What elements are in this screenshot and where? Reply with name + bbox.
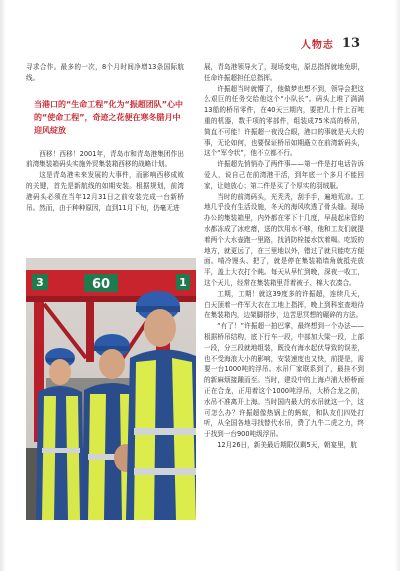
article-headline: 当港口的“生命工程”化为“振超团队”心中的“使命工程”，奇迹之花便在寒冬腊月中迎风绽放 <box>34 99 184 135</box>
paragraph: “有了！”许振超一拍巴掌，最终想到一个办法——根据桥吊结构，底下行车一段，中部加大梁一段，上部一段，分三段就地组装，既没有海水起伏导致的误差，也不受海浪大小的影响，安装速度也又快，前提是，需要一台1000吨的浮吊。水吊厂家联系到了，最挂不到的新麻烦接踵而至。当时，建设中的上海卢浦大桥桥面正在合龙，正用着这个1000吨浮吊，大桥合龙之前，水吊不准离开上海。当时国内最大的水吊就这一个，这可怎么办？许振超像热锅上的蚂蚁，和队友们四处打听，从全国各地寻找替代水吊，费了九牛二虎之力，终于找到一台900吨级浮吊。 <box>204 322 364 439</box>
page-header <box>301 36 360 51</box>
port-workers-photo <box>26 258 196 520</box>
paragraph: 12月26日，新美最后期限仅剩5天，朝宴里，航 <box>217 440 357 449</box>
paragraph: 这是青岛港未来发展的大事件，而影响西移成败的关键，首先是新航线的如期安装。根据规划，前湾港码头必须在当年12月31日之前安装完成一台新桥吊。然而，由于种种原因，直到11月下旬，仍毫无进 <box>26 171 184 212</box>
paragraph: 展，青岛港领导火了，现场变电，原总指挥就地免职，任命许振超担任总指挥。 <box>204 63 364 82</box>
crane-sign-c: 1 <box>179 276 187 289</box>
page-edge-left <box>0 0 6 571</box>
paragraph: 许振超先悄悄办了两件事——第一件是打电话告诉爱人，说自己在前湾港干活，到年底一个多月不能回家，让她放心；第二件是买了个厚实的羽绒服。 <box>204 160 364 190</box>
crane-sign-a: 3 <box>36 276 44 289</box>
page-number: 13 <box>341 36 360 51</box>
page-edge-right <box>394 0 400 571</box>
crane-sign-b: 60 <box>91 277 111 292</box>
paragraph: 西移！西移！2001年，青岛市和青岛港集团作出前湾集装箱码头实施外贸集装箱西移的战略计划。 <box>26 149 184 169</box>
right-column <box>204 62 364 451</box>
paragraph: 寻求合作。最多的一次，8个月时间净增13条国际航线。 <box>26 63 184 82</box>
paragraph: 工期，工期！就这39度多的许振超，连续几天，白天顶着一件军大衣在工地上指挥，晚上到科室查地待在集装箱内，边架脚搭步，边苦思冥想的碾碎的方法。 <box>204 289 364 320</box>
left-column <box>26 62 184 213</box>
paragraph: 当时的前湾码头，光秃秃，刮手手，遍地荒凉。工地几乎没有生活设施，冬天的海风吹透了骨头缝。现场办公的集装箱里，内外都在零下十几度，早晨起床管的水都冻成了冰疙瘩，送的饮用水不够，他和工友们就提着两个大水壶跑一里路，找消防栓接水饮着喝。吃饭的地方，就更远了，在三里地以外，错过了就只能吃方便面。啃冷馒头、把了，就是停在集装箱墙角就抵壳放平，盖上大衣打个盹。每天从早忙到晚，深夜一收工，这个天儿，经常在集装箱里背着被子、棉大衣凑合。 <box>204 192 364 287</box>
section-name: 人物志 <box>300 40 334 51</box>
paragraph: 许振超当时就懵了，他做梦也想不到，领导会把这么艰巨的任务交给他这个“小队长”。码头上堆了满满13船的桥吊零件，在40天三期内，要把几十件上百吨重的机器，数千项的零部件，组装成75米高的桥吊，简直不可能！许振超一夜没合眼，港口的事就是天大的事，无论如何，也要保证桥吊如期矗立在前湾新码头，这个“军令状”，他不立都不行。 <box>204 84 364 158</box>
